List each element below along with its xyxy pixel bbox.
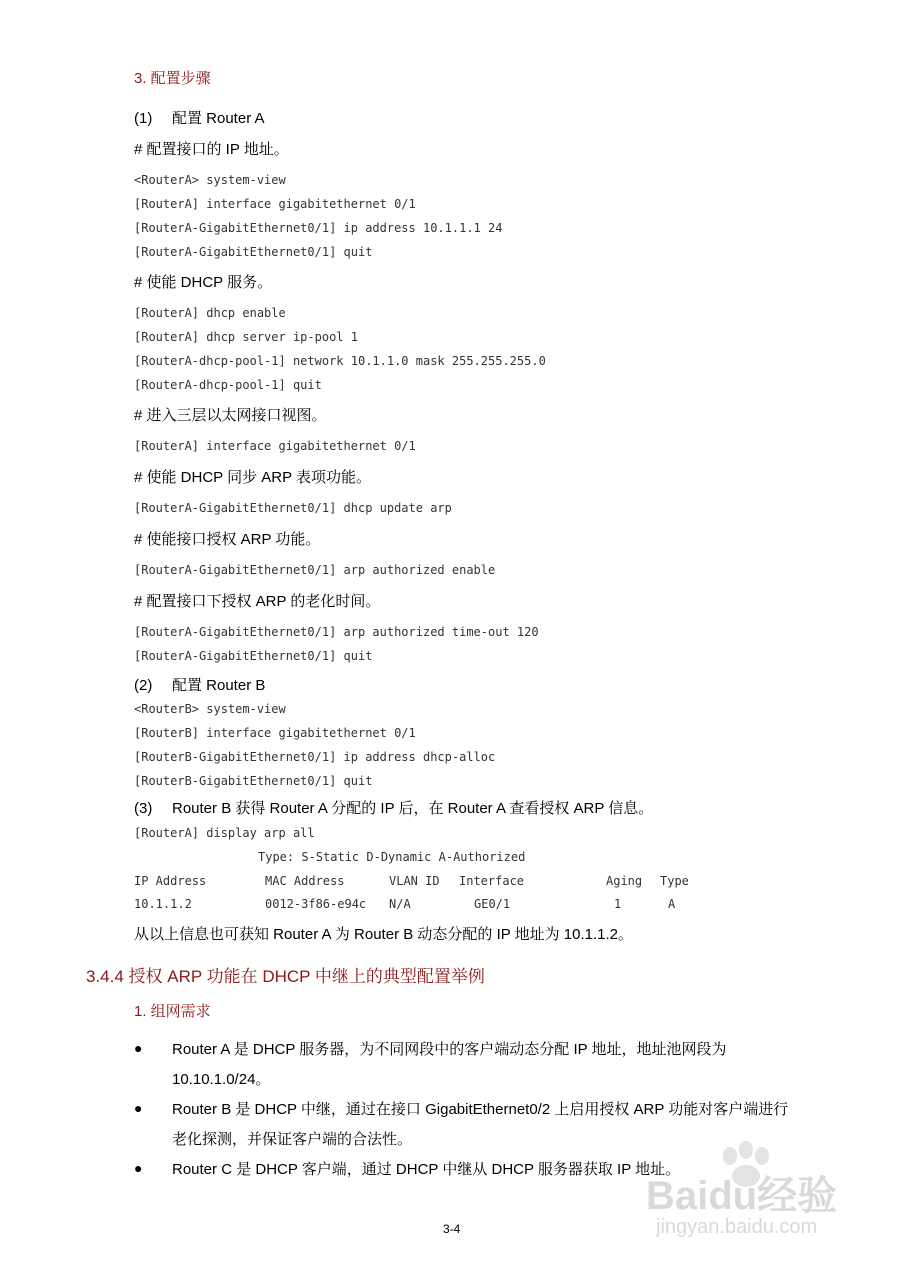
code-line: [RouterA] interface gigabitethernet 0/1 (134, 197, 416, 211)
code-line: [RouterA-dhcp-pool-1] quit (134, 378, 322, 392)
page-number: 3-4 (443, 1222, 461, 1236)
step-1 (134, 107, 265, 128)
subsection-heading: 1. 组网需求 (134, 1003, 211, 1020)
code-line: [RouterB] interface gigabitethernet 0/1 (134, 726, 416, 740)
step-label: 配置 Router B (172, 677, 266, 694)
watermark-url: jingyan.baidu.com (656, 1216, 818, 1238)
step-number: (1) (134, 110, 153, 127)
step-3 (134, 797, 653, 818)
comment-line: # 配置接口的 IP 地址。 (134, 141, 289, 158)
arp-cell-vlan: N/A (389, 897, 411, 911)
step-label: Router B 获得 Router A 分配的 IP 后，在 Router A 查看授权 ARP 信息。 (172, 800, 654, 817)
code-line: [RouterA-GigabitEthernet0/1] arp authorized time-out 120 (134, 625, 539, 639)
comment-line: # 进入三层以太网接口视图。 (134, 407, 327, 424)
step-number: (3) (134, 800, 153, 817)
bullet-dot: ● (134, 1040, 143, 1056)
code-line: [RouterB-GigabitEthernet0/1] quit (134, 774, 373, 788)
code-line: [RouterA-GigabitEthernet0/1] quit (134, 649, 373, 663)
bullet-dot: ● (134, 1160, 143, 1176)
code-line: [RouterA] dhcp server ip-pool 1 (134, 330, 358, 344)
bullet-text: Router A 是 DHCP 服务器，为不同网段中的客户端动态分配 IP 地址，地址池网段为 (172, 1041, 727, 1058)
bullet-text: 10.10.1.0/24。 (172, 1071, 271, 1088)
arp-header-vlan: VLAN ID (389, 874, 440, 888)
watermark-logo: Baidu经验 (646, 1174, 838, 1218)
code-line: [RouterA] interface gigabitethernet 0/1 (134, 439, 416, 453)
comment-line: # 使能 DHCP 同步 ARP 表项功能。 (134, 469, 371, 486)
code-line: [RouterA] dhcp enable (134, 306, 286, 320)
code-line: <RouterB> system-view (134, 702, 286, 716)
arp-header-interface: Interface (459, 874, 525, 888)
arp-header-aging: Aging (606, 874, 643, 888)
comment-line: # 配置接口下授权 ARP 的老化时间。 (134, 593, 381, 610)
bullet-text: 老化探测，并保证客户端的合法性。 (172, 1131, 413, 1148)
arp-type-legend: Type: S-Static D-Dynamic A-Authorized (258, 850, 526, 864)
bullet-dot: ● (134, 1100, 143, 1116)
code-line: [RouterA-GigabitEthernet0/1] dhcp update arp (134, 501, 452, 515)
arp-cell-ip: 10.1.1.2 (134, 897, 192, 911)
section-heading: 3. 配置步骤 (134, 70, 211, 87)
code-line: [RouterB-GigabitEthernet0/1] ip address dhcp-alloc (134, 750, 496, 764)
arp-header-mac: MAC Address (265, 874, 345, 888)
conclusion-text: 从以上信息也可获知 Router A 为 Router B 动态分配的 IP 地址为 10.1.1.2。 (134, 926, 634, 943)
step-number: (2) (134, 677, 153, 694)
comment-line: # 使能接口授权 ARP 功能。 (134, 531, 321, 548)
code-line: <RouterA> system-view (134, 173, 286, 187)
arp-header-ip: IP Address (134, 874, 207, 888)
arp-cell-mac: 0012-3f86-e94c (265, 897, 367, 911)
bullet-text: Router C 是 DHCP 客户端，通过 DHCP 中继从 DHCP 服务器获取 IP 地址。 (172, 1161, 681, 1178)
section-title: 3.4.4 授权 ARP 功能在 DHCP 中继上的典型配置举例 (86, 967, 485, 986)
code-line: [RouterA-GigabitEthernet0/1] quit (134, 245, 373, 259)
code-line: [RouterA-dhcp-pool-1] network 10.1.1.0 mask 255.255.255.0 (134, 354, 546, 368)
code-line: [RouterA-GigabitEthernet0/1] arp authorized enable (134, 563, 496, 577)
code-line: [RouterA] display arp all (134, 826, 315, 840)
arp-cell-type: A (668, 897, 676, 911)
bullet-text: Router B 是 DHCP 中继，通过在接口 GigabitEthernet0/2 上启用授权 ARP 功能对客户端进行 (172, 1101, 789, 1118)
arp-header-type: Type (660, 874, 689, 888)
step-label: 配置 Router A (172, 110, 265, 127)
code-line: [RouterA-GigabitEthernet0/1] ip address 10.1.1.1 24 (134, 221, 503, 235)
arp-cell-interface: GE0/1 (474, 897, 511, 911)
arp-cell-aging: 1 (614, 897, 622, 911)
comment-line: # 使能 DHCP 服务。 (134, 274, 273, 291)
step-2 (134, 674, 265, 695)
